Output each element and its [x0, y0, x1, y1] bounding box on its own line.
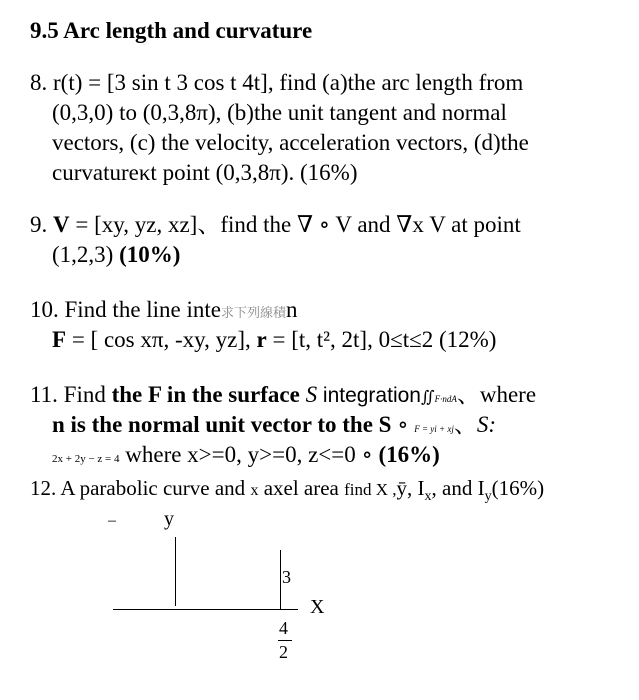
q11-percent: (16%): [378, 442, 440, 467]
x-axis-label: X: [310, 596, 325, 618]
q9-number: 9.: [30, 212, 53, 237]
q9-percent: (10%): [119, 242, 181, 267]
q10-f-def: = [ cos xπ, -xy, yz],: [66, 327, 257, 352]
q11-line-2: [52, 410, 496, 444]
fraction-bar: [278, 640, 292, 641]
q11-comma: 、: [453, 412, 477, 437]
q9-vector-v: V: [53, 212, 70, 237]
q10-r-def: = [t, t², 2t], 0≤t≤2 (12%): [266, 327, 497, 352]
q11-s-label: S:: [476, 412, 497, 437]
q11-bold-text: the F in the surface: [111, 382, 306, 407]
q9-line-2: [52, 240, 180, 270]
q11-surface-s: S: [305, 382, 318, 407]
q11-integration-word: integration: [317, 384, 421, 407]
q10-text: 10. Find the line inte: [30, 297, 222, 322]
q11-conditions: where x>=0, y>=0, z<=0 ∘: [119, 442, 379, 467]
q9-text: = [xy, yz, xz]、find the ∇ ∘ V and ∇x V at point: [69, 212, 521, 237]
q11-lead: 11. Find: [30, 382, 112, 407]
q11-where: 、where: [456, 382, 537, 407]
q8-line-1: 8. r(t) = [3 sin t 3 cos t 4t], find (a)the arc length from: [30, 70, 524, 95]
page-title: 9.5 Arc length and curvature: [30, 18, 313, 43]
q12-find: find X ,: [344, 480, 397, 499]
q10-vector-r: r: [256, 327, 267, 352]
q11-plane-eq: 2x + 2y − z = 4: [52, 453, 120, 465]
x-axis-line: [113, 609, 298, 610]
q11-line-1: [30, 380, 536, 414]
q12-iy-sub: y: [484, 489, 492, 505]
q10-vector-f: F: [52, 327, 67, 352]
q12-text-b: axel area: [258, 476, 345, 500]
q10-overlay-text: 求下列線積: [221, 305, 287, 320]
q11-line-3: [52, 440, 440, 474]
q8-line-2: (0,3,0) to (0,3,8π), (b)the unit tangent and normal: [52, 100, 507, 125]
q12-iy: , and I: [431, 476, 485, 500]
q11-normal-text: n is the normal unit vector to the S: [52, 412, 392, 437]
q12-ix: , I: [407, 476, 425, 500]
q10-line-2: [52, 325, 496, 355]
q12-ybar: ȳ: [396, 476, 408, 500]
q12-text-a: 12. A parabolic curve and: [30, 476, 251, 500]
label-2: 2: [279, 642, 288, 662]
q9-point: (1,2,3): [52, 242, 120, 267]
boundary-line: [280, 550, 281, 610]
q8-line-3: vectors, (c) the velocity, acceleration vectors, (d)the: [52, 130, 529, 155]
label-4: 4: [279, 618, 288, 638]
q10-line-1: [30, 295, 298, 328]
q10-text-end: n: [286, 297, 298, 322]
q11-integral-sign: ∬: [420, 389, 435, 406]
q11-f-def: F = yi + xj: [414, 424, 454, 434]
q12-ix-sub: x: [424, 489, 432, 505]
question-12: [30, 474, 544, 505]
y-axis-line: [175, 537, 176, 606]
q9-line-1: [30, 210, 521, 240]
q12-x: x: [250, 482, 259, 499]
q12-percent: (16%): [491, 476, 545, 500]
q11-integrand: F·ndA: [434, 394, 457, 404]
q11-circle: ∘: [391, 412, 415, 437]
figure-dash: –: [108, 512, 116, 529]
q8-line-4: curvatureκt point (0,3,8π). (16%): [52, 160, 358, 185]
y-axis-label: y: [164, 508, 174, 530]
label-3: 3: [282, 567, 291, 587]
